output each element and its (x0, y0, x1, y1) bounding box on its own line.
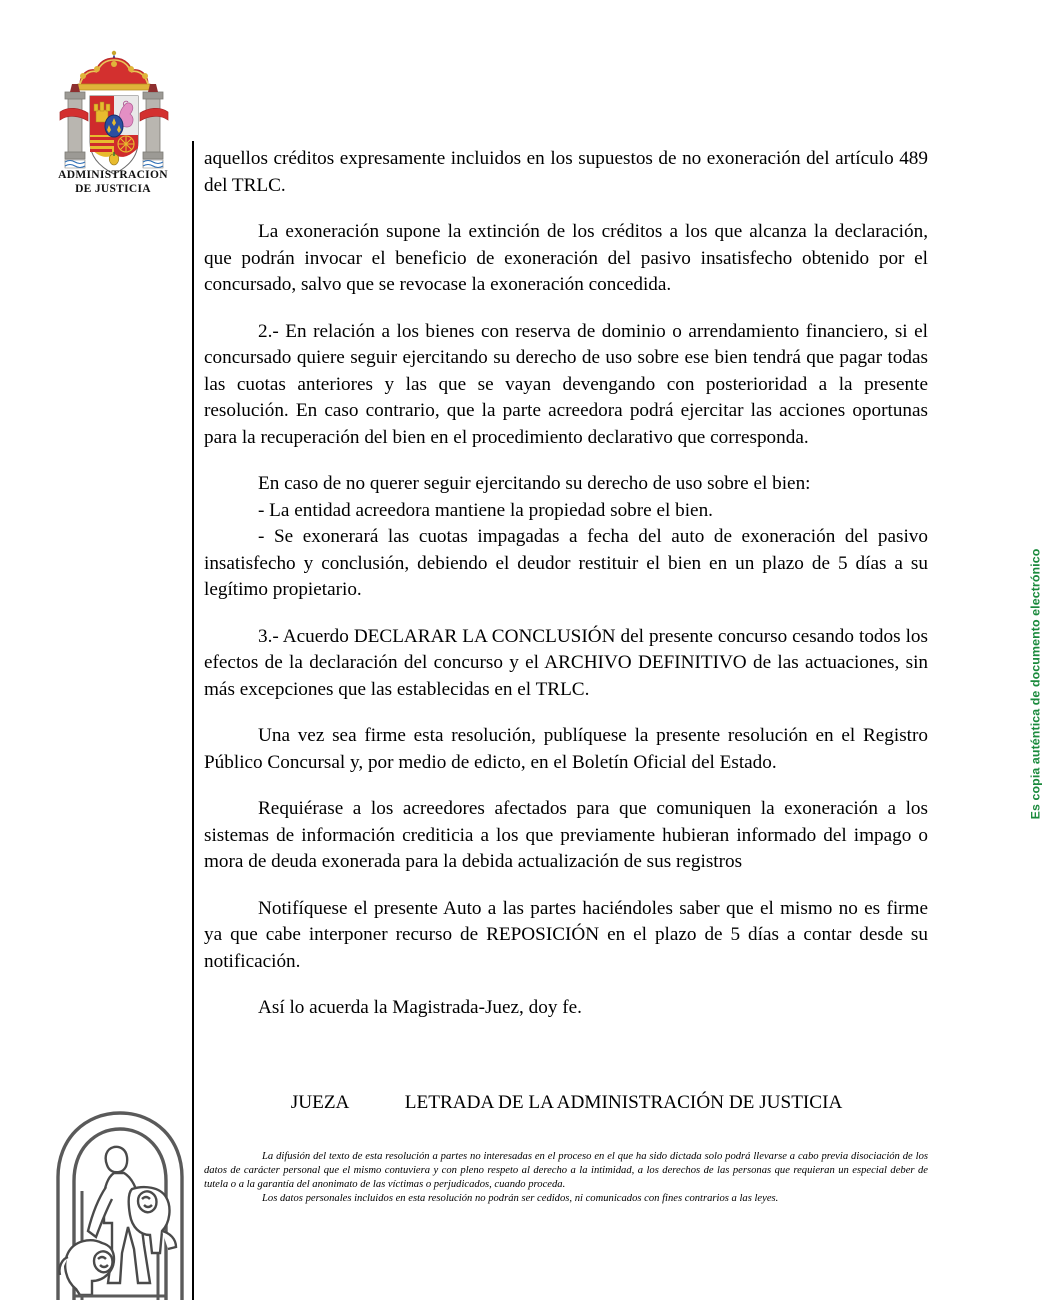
fineprint-paragraph-2: Los datos personales incluidos en esta resolución no podrán ser cedidos, ni comunicados con fines contrarios a las leyes. (262, 1193, 779, 1205)
block-list-derecho-de-uso (204, 471, 928, 604)
document-body (204, 146, 928, 1206)
block-list-item-1: - La entidad acreedora mantiene la propiedad sobre el bien. (258, 499, 713, 521)
left-margin-column (0, 0, 192, 1300)
admin-label-line-2: DE JUSTICIA (75, 183, 151, 195)
paragraph-requierase: Requiérase a los acreedores afectados para que comuniquen la exoneración a los sistemas de información crediticia a los que previamente hubieran informado del impago o mora de deuda exonerada para la debida actualización de sus registros (204, 798, 928, 872)
paragraph-publicacion: Una vez sea firme esta resolución, publíquese la presente resolución en el Registro Público Concursal y, por medio de edicto, en el Boletín Oficial del Estado. (204, 725, 928, 773)
legal-fineprint (204, 1150, 928, 1207)
paragraph-punto-3: 3.- Acuerdo DECLARAR LA CONCLUSIÓN del presente concurso cesando todos los efectos de la declaración del concurso y el ARCHIVO DEFINITIVO de las actuaciones, sin más excepciones que las establecidas en el TRLC. (204, 625, 928, 700)
paragraph-notifiquese: Notifíquese el presente Auto a las partes haciéndoles saber que el mismo no es firme ya que cabe interponer recurso de REPOSICIÓN en el plazo de 5 días a contar desde su notificación. (204, 897, 928, 972)
signature-row (204, 1064, 928, 1142)
paragraph-continuation: aquellos créditos expresamente incluidos en los supuestos de no exoneración del artículo 489 del TRLC. (204, 148, 928, 196)
paragraph-punto-2: 2.- En relación a los bienes con reserva de dominio o arrendamiento financiero, si el concursado quiere seguir ejercitando su derecho de uso sobre ese bien tendrá que pagar todas las cuotas anteriores y las que se vayan devengando con posterioridad a la presente resolución. En caso contrario, que la parte acreedora podrá ejercitar las acciones oportunas para la recuperación del bien en el procedimiento declarativo que corresponda. (204, 320, 928, 448)
paragraph-asi-lo-acuerda: Así lo acuerda la Magistrada-Juez, doy fe. (258, 997, 582, 1018)
block-list-item-2: - Se exonerará las cuotas impagadas a fecha del auto de exoneración del pasivo insatisfecho y conclusión, debiendo el deudor restituir el bien en un plazo de 5 días a su legítimo propietario. (204, 526, 928, 600)
signature-letrada-label: LETRADA DE LA ADMINISTRACIÓN DE JUSTICIA (404, 1091, 843, 1113)
margin-divider-rule (192, 141, 194, 1300)
electronic-copy-authenticity-stamp (1023, 548, 1047, 820)
paragraph-exoneracion: La exoneración supone la extinción de los créditos a los que alcanza la declaración, que podrán invocar el beneficio de exoneración del pasivo insatisfecho obtenido por el concursado, salvo que se revocase la exoneración concedida. (204, 221, 928, 295)
signature-jueza-label: JUEZA (290, 1091, 350, 1113)
block-list-intro: En caso de no querer seguir ejercitando su derecho de uso sobre el bien: (258, 473, 811, 494)
fineprint-paragraph-1: La difusión del texto de esta resolución a partes no interesadas en el proceso en el que ha sido dictada solo podrá llevarse a cabo previa disociación de los datos de carácter personal que el mismo contuviera y con pleno respeto al derecho a la intimidad, a los derechos de las personas que requieran un especial deber de tutela o a la garantía del anonimato de las víctimas o perjudicados, cuando proceda. (204, 1150, 928, 1190)
justice-figure-lions-emblem-icon (52, 1103, 188, 1300)
administration-of-justice-label (38, 168, 188, 196)
authenticity-stamp-text: Es copia auténtica de documento electrónico (1028, 548, 1043, 820)
admin-label-line-1: ADMINISTRACION (58, 169, 168, 181)
